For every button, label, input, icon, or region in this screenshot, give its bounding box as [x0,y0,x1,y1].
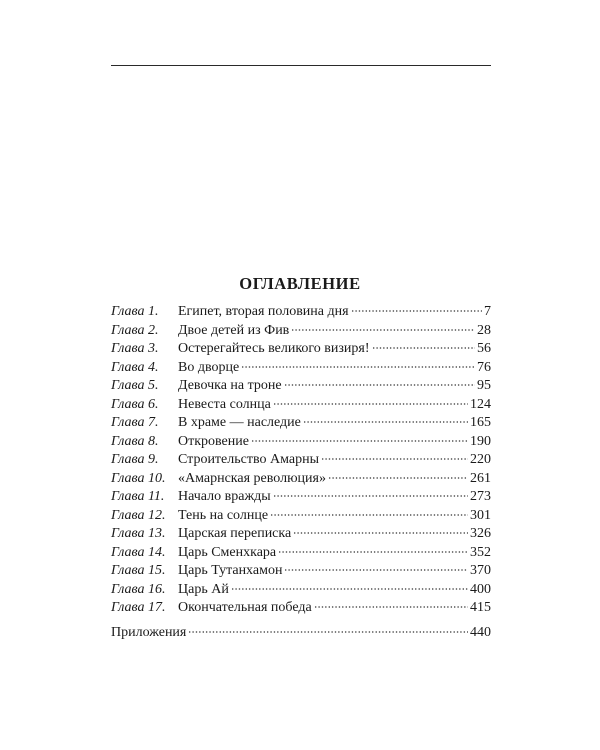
page-number: 190 [470,433,491,449]
toc-entry [111,322,491,341]
chapter-label: Глава 16. [111,581,166,597]
toc-entry [111,544,491,563]
toc-entry [111,562,491,581]
dot-leader [241,366,475,368]
chapter-title: Египет, вторая половина дня [178,304,349,319]
toc-entry [111,581,491,600]
appendix-title: Приложения [111,625,187,640]
toc-entry [111,599,491,618]
chapter-label: Глава 4. [111,359,159,375]
toc-entry [111,470,491,489]
dot-leader [372,347,475,349]
chapter-label: Глава 7. [111,415,159,430]
chapter-title: Начало вражды [178,489,271,504]
page-number: 440 [470,625,491,640]
chapter-label: Глава 8. [111,433,159,449]
dot-leader [293,532,468,534]
toc-entry [111,433,491,452]
dot-leader [251,440,468,442]
page-number: 124 [470,396,491,412]
chapter-label: Глава 15. [111,563,166,578]
chapter-label: Глава 11. [111,489,165,504]
dot-leader [273,495,468,497]
dot-leader [231,588,468,590]
chapter-label: Глава 10. [111,470,166,486]
chapter-title: В храме — наследие [178,415,301,430]
page-number: 400 [470,581,491,597]
appendix-entry [111,624,491,643]
chapter-label: Глава 6. [111,396,159,412]
top-rule [111,65,491,66]
dot-leader [273,403,468,405]
page-number: 165 [470,415,491,430]
chapter-title: Царская переписка [178,526,292,541]
page-number: 7 [484,304,491,319]
chapter-title: Царь Ай [178,581,229,597]
chapter-label: Глава 9. [111,452,159,467]
chapter-label: Глава 17. [111,600,166,615]
page-number: 220 [470,452,491,467]
toc-entry [111,359,491,378]
toc-entry [111,377,491,396]
chapter-title: Откровение [178,433,249,449]
chapter-label: Глава 2. [111,322,159,338]
toc-entry [111,414,491,433]
chapter-label: Глава 13. [111,526,166,541]
page-number: 273 [470,489,491,504]
chapter-label: Глава 1. [111,304,159,319]
toc-list [111,303,491,618]
toc-entry [111,303,491,322]
page-number: 56 [477,341,491,356]
chapter-title: Во дворце [178,359,240,375]
dot-leader [314,606,468,608]
chapter-title: Строительство Амарны [178,452,319,467]
toc-entry [111,340,491,359]
chapter-label: Глава 12. [111,507,166,523]
page-number: 95 [477,378,491,393]
chapter-label: Глава 3. [111,341,159,356]
page-number: 415 [470,600,491,615]
dot-leader [303,421,468,423]
chapter-label: Глава 14. [111,544,166,560]
toc-heading: ОГЛАВЛЕНИЕ [239,274,361,293]
chapter-title: Тень на солнце [178,507,269,523]
chapter-title: Двое детей из Фив [178,322,290,338]
toc-entry [111,396,491,415]
dot-leader [284,569,468,571]
chapter-title: Окончательная победа [178,600,312,615]
chapter-title: Царь Тутанхамон [178,563,283,578]
toc-entry [111,451,491,470]
chapter-label: Глава 5. [111,378,159,393]
page-number: 28 [477,322,491,338]
chapter-title: Невеста солнца [178,396,271,412]
chapter-title: Остерегайтесь великого визиря! [178,341,370,356]
page-number: 352 [470,544,491,560]
page-number: 326 [470,526,491,541]
dot-leader [284,384,475,386]
dot-leader [188,631,468,633]
toc-entry [111,525,491,544]
dot-leader [291,329,475,331]
page-number: 370 [470,563,491,578]
dot-leader [270,514,468,516]
page-number: 76 [477,359,491,375]
dot-leader [278,551,468,553]
chapter-title: «Амарнская революция» [178,470,326,486]
toc-entry [111,488,491,507]
chapter-title: Девочка на троне [178,378,282,393]
toc-entry [111,507,491,526]
dot-leader [351,310,482,312]
chapter-title: Царь Сменхкара [178,544,277,560]
page-number: 261 [470,470,491,486]
dot-leader [321,458,468,460]
page-number: 301 [470,507,491,523]
dot-leader [328,477,468,479]
